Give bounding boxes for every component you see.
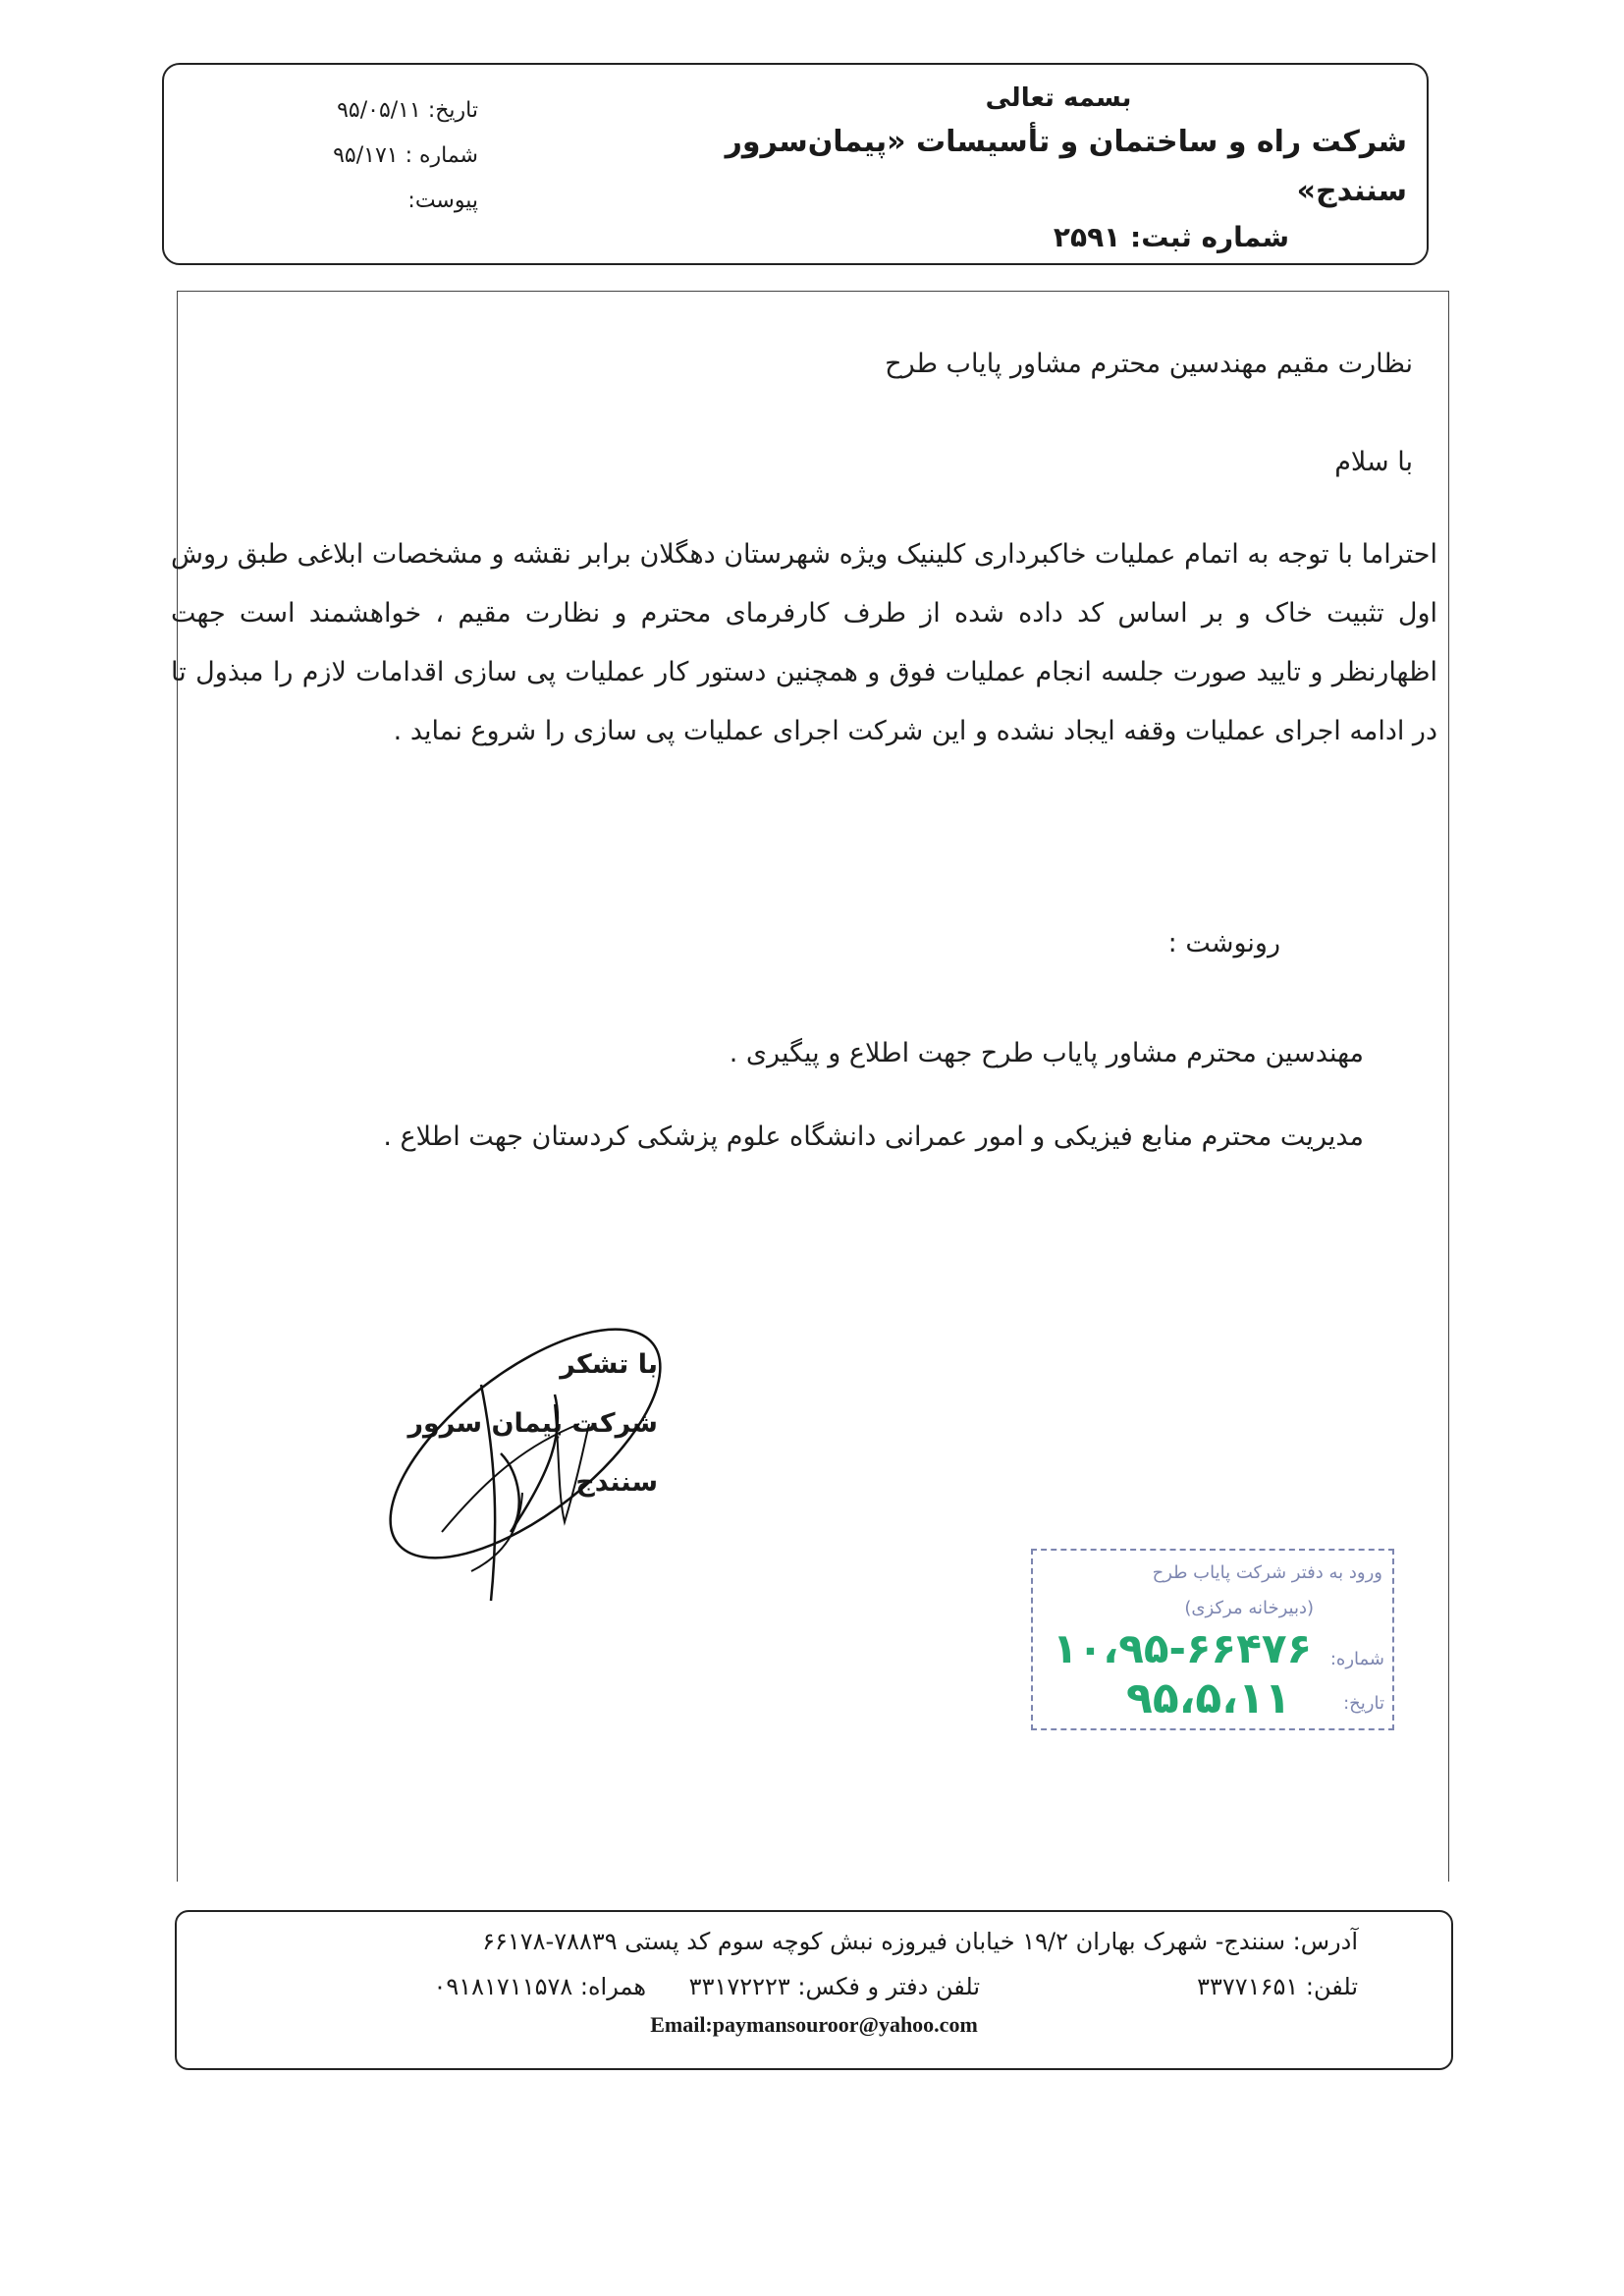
letterhead-footer [175,1910,1453,2070]
received-stamp [1031,1549,1394,1730]
cc-list [382,1011,1364,1178]
stamp-number-label: شماره: [1329,1649,1384,1669]
bismillah-heading: بسمه تعالی [985,83,1132,113]
letter-number-row [223,134,478,179]
company-name: شرکت راه و ساختمان و تأسیسات «پیمان‌سرور سنندج» [725,125,1407,208]
stamp-date-value: ۹۵،۵،۱۱ [1126,1673,1291,1723]
cc-label: رونوشت : [1167,928,1280,958]
company-email: Email:paymansouroor@yahoo.com [650,2012,978,2037]
letter-date-label: تاریخ: [427,98,478,123]
greeting: با سلام [1334,447,1413,477]
closing-text: با تشکر [560,1349,658,1380]
company-address: آدرس: سنندج- شهرک بهاران ۱۹/۲ خیابان فیروزه نبش کوچه سوم کد پستی ۷۸۸۳۹-۶۶۱۷۸ [482,1928,1358,1955]
cc-item: مهندسین محترم مشاور پایاب طرح جهت اطلاع و پیگیری . [729,1038,1364,1068]
signer-name: شرکت پیمان سرور سنندج [407,1408,658,1498]
attachment-label: پیوست: [407,189,478,213]
cc-item: مدیریت محترم منابع فیزیکی و امور عمرانی دانشگاه علوم پزشکی کردستان جهت اطلاع . [383,1121,1364,1152]
handwritten-signature-icon [353,1277,668,1630]
letter-number-label: شماره : [405,143,478,168]
letter-body-paragraph: احتراما با توجه به اتمام عملیات خاکبرداری کلینیک ویژه شهرستان دهگلان برابر نقشه و مشخصات ابلاغی طبق روش اول تثبیت خاک و بر اساس کد داده شده از طرف کارفرمای محترم و نظارت مقیم ، خواهشمند است جهت اظهارنظر و تایید صورت جلسه انجام عملیات فوق و همچنین دستور کار عملیات پی سازی اقدامات لازم را مبذول تا در ادامه اجرای عملیات وقفه ایجاد نشده و این شرکت اجرای عملیات پی سازی را شروع نماید . [171,539,1437,746]
letter-date-value: ۹۵/۰۵/۱۱ [337,98,421,123]
letterhead-title-block [720,79,1407,259]
letterhead-box [162,63,1429,265]
stamp-number-value: ۱۰،۹۵-۶۶۴۷۶ [1053,1624,1313,1672]
stamp-subtitle: (دبیرخانه مرکزی) [1184,1598,1314,1618]
letter-number-value: ۹۵/۱۷۱ [333,143,399,168]
letter-date-row [223,88,478,134]
registration-number: شماره ثبت: ۲۵۹۱ [1053,221,1289,253]
addressee: نظارت مقیم مهندسین محترم مشاور پایاب طرح [885,349,1413,379]
company-mobile: همراه: ۰۹۱۸۱۷۱۱۵۷۸ [433,1973,646,2000]
company-fax: تلفن دفتر و فکس: ۳۳۱۷۲۲۲۳ [688,1973,980,2000]
company-phone: تلفن: ۳۳۷۷۱۶۵۱ [1197,1973,1358,2000]
stamp-date-label: تاریخ: [1343,1693,1384,1714]
stamp-title: ورود به دفتر شرکت پایاب طرح [1152,1562,1382,1583]
letter-meta [223,88,478,224]
attachment-row [223,179,478,224]
